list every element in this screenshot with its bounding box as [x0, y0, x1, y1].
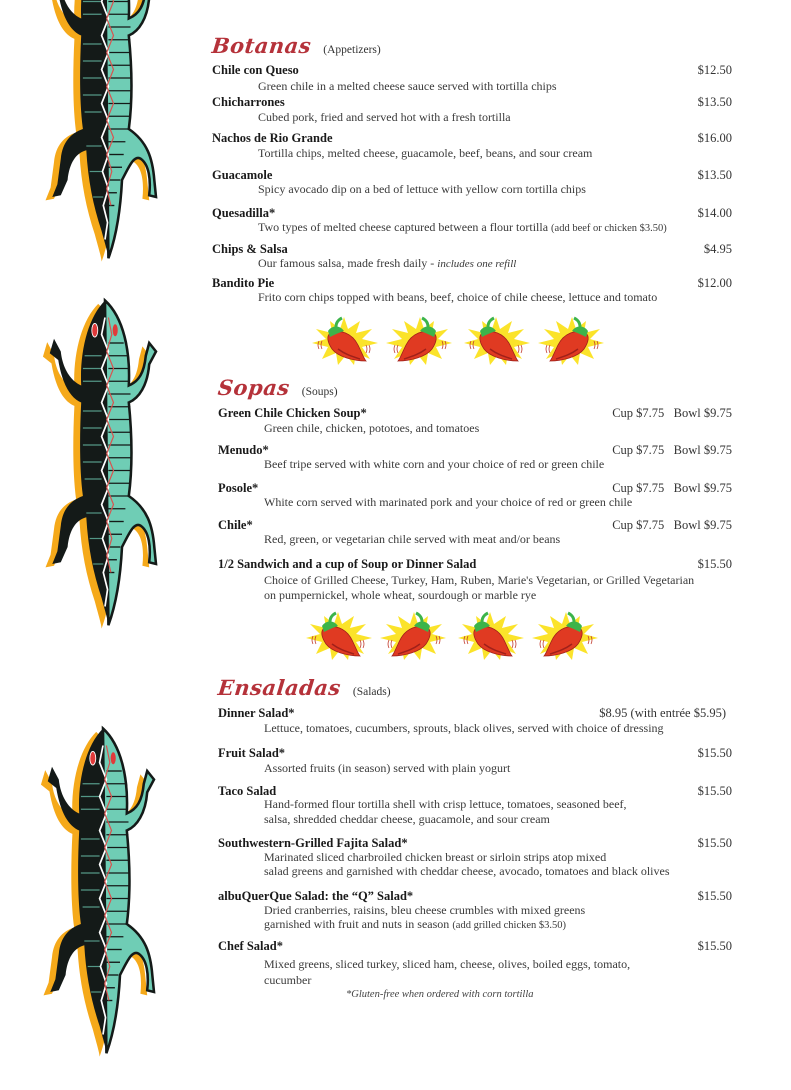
item-name: albuQuerQue Salad: the “Q” Salad*	[218, 889, 414, 903]
bowl-price: Bowl $9.75	[673, 443, 732, 457]
item-price: $15.50	[697, 557, 732, 571]
item-description: Cubed pork, fried and served hot with a fresh tortilla	[258, 110, 511, 124]
pepper-divider	[302, 610, 602, 660]
item-description-line2: salad greens and garnished with cheddar cheese, avocado, tomatoes and black olives	[264, 864, 670, 878]
item-description-line2: on pumpernickel, whole wheat, sourdough or marble rye	[264, 588, 537, 602]
item-name: Dinner Salad*	[218, 706, 295, 720]
chile-pepper-icon	[302, 610, 374, 660]
item-description: Marinated sliced charbroiled chicken breast or sirloin strips atop mixed	[264, 850, 607, 864]
item-price: $13.50	[697, 168, 732, 182]
chile-pepper-icon	[308, 315, 380, 365]
item-note: (add grilled chicken $3.50)	[452, 920, 567, 931]
item-price: $15.50	[697, 746, 732, 760]
item-description-line2: cucumber	[264, 973, 312, 987]
item-description	[258, 256, 516, 272]
pepper-divider	[308, 315, 608, 365]
item-description: Beef tripe served with white corn and your choice of red or green chile	[264, 457, 605, 471]
bowl-price: Bowl $9.75	[673, 406, 732, 420]
item-name: Taco Salad	[218, 784, 277, 798]
item-price: $4.95	[703, 242, 732, 256]
item-price: $8.95 (with entrée $5.95)	[599, 706, 726, 720]
item-description-text: Two types of melted cheese captured between a flour tortilla	[258, 220, 549, 234]
bowl-price: Bowl $9.75	[673, 518, 732, 532]
item-note: (add beef or chicken $3.50)	[551, 223, 667, 234]
item-description: White corn served with marinated pork and your choice of red or green chile	[264, 495, 633, 509]
item-name: Chile*	[218, 518, 253, 532]
section-subtitle: (Appetizers)	[323, 44, 381, 56]
item-price	[612, 481, 732, 496]
item-name: Chile con Queso	[212, 63, 299, 77]
lizard-icon	[20, 0, 190, 265]
chile-pepper-icon	[384, 315, 456, 365]
item-description: Red, green, or vegetarian chile served with meat and/or beans	[264, 532, 561, 546]
item-name: Green Chile Chicken Soup*	[218, 406, 367, 420]
item-price: $15.50	[697, 836, 732, 850]
item-name: Menudo*	[218, 443, 269, 457]
item-description: Mixed greens, sliced turkey, sliced ham, cheese, olives, boiled eggs, tomato,	[264, 957, 631, 971]
item-description: Choice of Grilled Cheese, Turkey, Ham, Ruben, Marie's Vegetarian, or Grilled Vegetarian	[264, 573, 695, 587]
item-price	[612, 406, 732, 421]
item-price: $15.50	[697, 784, 732, 798]
item-price: $15.50	[697, 889, 732, 903]
section-header-sopas	[218, 375, 338, 400]
chile-pepper-icon	[460, 315, 532, 365]
section-header-ensaladas	[218, 675, 391, 700]
item-name: Posole*	[218, 481, 259, 495]
cup-price: Cup $7.75	[612, 481, 665, 495]
item-price: $12.50	[697, 63, 732, 77]
item-name: Chef Salad*	[218, 939, 283, 953]
item-description: Green chile in a melted cheese sauce served with tortilla chips	[258, 79, 557, 93]
cup-price: Cup $7.75	[612, 406, 665, 420]
section-subtitle: (Soups)	[301, 386, 338, 398]
item-description-text: garnished with fruit and nuts in season	[264, 917, 450, 931]
item-name: Southwestern-Grilled Fajita Salad*	[218, 836, 408, 850]
item-description-line2	[264, 917, 566, 933]
item-price	[612, 518, 732, 533]
item-price	[612, 443, 732, 458]
item-description: Frito corn chips topped with beans, beef, choice of chile cheese, lettuce and tomato	[258, 290, 658, 304]
item-name: Chicharrones	[212, 95, 285, 109]
lizard-icon	[18, 690, 188, 1090]
item-description: Tortilla chips, melted cheese, guacamole, beef, beans, and sour cream	[258, 146, 593, 160]
item-price: $16.00	[697, 131, 732, 145]
item-price: $13.50	[697, 95, 732, 109]
section-header-botanas	[212, 33, 381, 58]
section-title: Sopas	[216, 375, 292, 400]
item-price: $15.50	[697, 939, 732, 953]
lizard-icon	[20, 262, 190, 662]
gluten-free-footnote: *Gluten-free when ordered with corn tortilla	[346, 989, 534, 1000]
item-note: includes one refill	[437, 258, 517, 270]
item-price: $14.00	[697, 206, 732, 220]
item-description: Lettuce, tomatoes, cucumbers, sprouts, black olives, served with choice of dressing	[264, 721, 664, 735]
item-name: Bandito Pie	[212, 276, 275, 290]
item-description: Spicy avocado dip on a bed of lettuce with yellow corn tortilla chips	[258, 182, 586, 196]
item-name: Guacamole	[212, 168, 273, 182]
bowl-price: Bowl $9.75	[673, 481, 732, 495]
item-description	[258, 220, 667, 236]
section-title: Ensaladas	[216, 675, 343, 700]
item-name: 1/2 Sandwich and a cup of Soup or Dinner Salad	[218, 557, 477, 571]
item-name: Chips & Salsa	[212, 242, 288, 256]
section-title: Botanas	[210, 33, 313, 58]
item-name: Nachos de Rio Grande	[212, 131, 333, 145]
item-description-line2: salsa, shredded cheddar cheese, guacamole, and sour cream	[264, 812, 550, 826]
item-price: $12.00	[697, 276, 732, 290]
item-description: Assorted fruits (in season) served with plain yogurt	[264, 761, 511, 775]
cup-price: Cup $7.75	[612, 518, 665, 532]
section-subtitle: (Salads)	[352, 686, 391, 698]
chile-pepper-icon	[378, 610, 450, 660]
item-description-text: Our famous salsa, made fresh daily -	[258, 256, 438, 270]
item-description: Hand-formed flour tortilla shell with crisp lettuce, tomatoes, seasoned beef,	[264, 797, 627, 811]
item-name: Fruit Salad*	[218, 746, 286, 760]
cup-price: Cup $7.75	[612, 443, 665, 457]
chile-pepper-icon	[530, 610, 602, 660]
chile-pepper-icon	[454, 610, 526, 660]
item-description: Dried cranberries, raisins, bleu cheese crumbles with mixed greens	[264, 903, 586, 917]
chile-pepper-icon	[536, 315, 608, 365]
item-description: Green chile, chicken, pototoes, and tomatoes	[264, 421, 480, 435]
item-name: Quesadilla*	[212, 206, 276, 220]
